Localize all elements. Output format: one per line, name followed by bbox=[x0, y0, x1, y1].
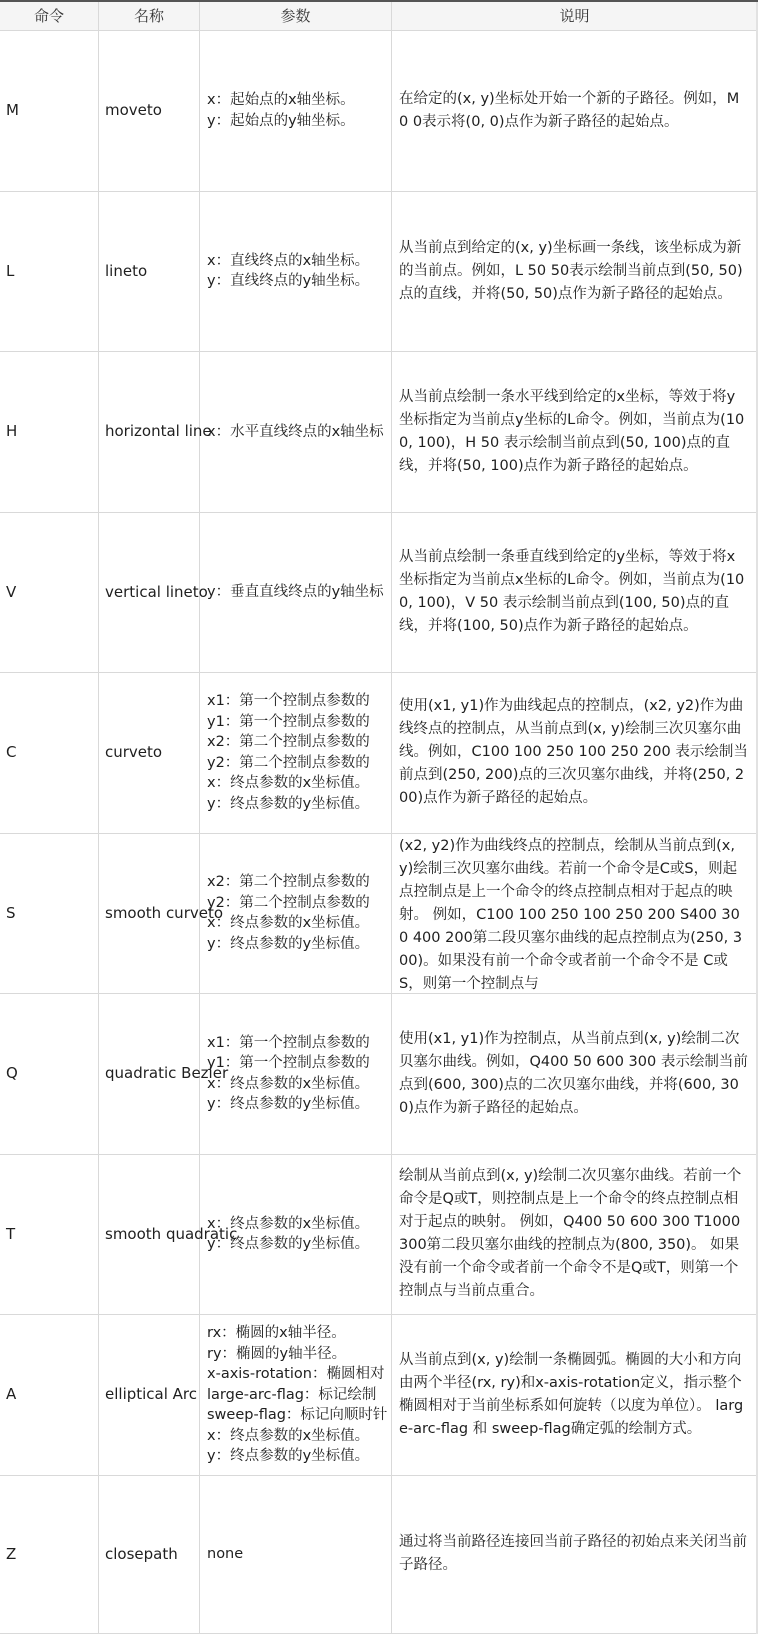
param-line: x：水平直线终点的x轴坐标 bbox=[207, 423, 384, 440]
param-line: x2：第二个控制点参数的 bbox=[207, 874, 370, 891]
description-text: 从当前点绘制一条垂直线到给定的y坐标，等效于将x坐标指定为当前点x坐标的L命令。例如，当前点为(100, 100)，V 50 表示绘制当前点到(100, 50)点的直线，并将(100, 50)点作为新子路径的起始点。 bbox=[399, 549, 745, 635]
name-cell: elliptical Arc bbox=[99, 1315, 200, 1475]
table-row bbox=[0, 192, 758, 353]
name-cell: smooth quadratic bbox=[99, 1155, 200, 1315]
description-text: 在给定的(x, y)坐标处开始一个新的子路径。例如，M 0 0表示将(0, 0)点作为新子路径的起始点。 bbox=[399, 90, 740, 130]
table-row bbox=[0, 834, 758, 995]
description-text: 使用(x1, y1)作为曲线起点的控制点，(x2, y2)作为曲线终点的控制点，从当前点到(x, y)绘制三次贝塞尔曲线。例如，C100 100 250 100 250 200 表示绘制当前点到(250, 200)点的三次贝塞尔曲线，并将(250, 200)点作为新子路径的起始点。 bbox=[399, 698, 748, 807]
param-line: y：直线终点的y轴坐标。 bbox=[207, 273, 370, 290]
params-cell bbox=[200, 352, 392, 512]
param-line: y：终点参数的y坐标值。 bbox=[207, 795, 370, 812]
param-line: x：终点参数的x坐标值。 bbox=[207, 1075, 370, 1092]
name-cell: vertical lineto bbox=[99, 513, 200, 673]
command-cell: C bbox=[0, 673, 99, 833]
params-cell bbox=[200, 31, 392, 191]
header-params: 参数 bbox=[200, 2, 392, 30]
param-line: y1：第一个控制点参数的 bbox=[207, 1055, 370, 1072]
param-line: ry：椭圆的y轴半径。 bbox=[207, 1345, 347, 1362]
command-cell: T bbox=[0, 1155, 99, 1315]
param-line: rx：椭圆的x轴半径。 bbox=[207, 1325, 346, 1341]
param-list bbox=[207, 422, 384, 443]
description-cell bbox=[392, 834, 758, 994]
params-cell bbox=[200, 1315, 392, 1475]
name-cell: lineto bbox=[99, 192, 200, 352]
param-line: y：垂直直线终点的y轴坐标 bbox=[207, 584, 384, 600]
param-list bbox=[207, 582, 384, 603]
param-line: y：终点参数的y坐标值。 bbox=[207, 1236, 370, 1253]
command-cell: H bbox=[0, 352, 99, 512]
description-cell bbox=[392, 1155, 758, 1315]
command-cell: Q bbox=[0, 994, 99, 1154]
param-line: x：终点参数的x坐标值。 bbox=[207, 775, 370, 792]
name-cell: quadratic Bezier bbox=[99, 994, 200, 1154]
description-cell bbox=[392, 673, 758, 833]
table-row bbox=[0, 1155, 758, 1316]
description-cell bbox=[392, 513, 758, 673]
description-cell bbox=[392, 192, 758, 352]
param-line: x-axis-rotation：椭圆相对 bbox=[207, 1366, 385, 1382]
param-line: x：终点参数的x坐标值。 bbox=[207, 1215, 370, 1232]
name-cell: horizontal line bbox=[99, 352, 200, 512]
table-row bbox=[0, 352, 758, 513]
description-cell bbox=[392, 1315, 758, 1475]
name-cell: moveto bbox=[99, 31, 200, 191]
name-cell: smooth curveto bbox=[99, 834, 200, 994]
param-line: x：起始点的x轴坐标。 bbox=[207, 92, 355, 109]
header-name: 名称 bbox=[99, 2, 200, 30]
table-row bbox=[0, 1315, 758, 1476]
description-text: 从当前点到给定的(x, y)坐标画一条线，该坐标成为新的当前点。例如，L 50 50表示绘制当前点到(50, 50)点的直线，并将(50, 50)点作为新子路径的起始点。 bbox=[399, 239, 743, 302]
param-line: y1：第一个控制点参数的 bbox=[207, 713, 370, 730]
param-line: sweep-flag：标记向顺时针 bbox=[207, 1407, 388, 1423]
command-cell: Z bbox=[0, 1476, 99, 1633]
param-list bbox=[207, 90, 355, 131]
command-cell: V bbox=[0, 513, 99, 673]
description-text: 从当前点到(x, y)绘制一条椭圆弧。椭圆的大小和方向由两个半径(rx, ry)和x-axis-rotation定义，指示整个椭圆相对于当前坐标系如何旋转（以度为单位）。 large-arc-flag 和 sweep-flag确定弧的绘制方式。 bbox=[399, 1351, 744, 1437]
params-cell bbox=[200, 513, 392, 673]
param-line: x1：第一个控制点参数的 bbox=[207, 1034, 370, 1051]
description-text: 从当前点绘制一条水平线到给定的x坐标，等效于将y坐标指定为当前点y坐标的L命令。例如，当前点为(100, 100)，H 50 表示绘制当前点到(50, 100)点的直线，并将(50, 100)点作为新子路径的起始点。 bbox=[399, 388, 745, 474]
param-list bbox=[207, 251, 369, 292]
param-list bbox=[207, 1323, 387, 1467]
command-cell: L bbox=[0, 192, 99, 352]
params-cell bbox=[200, 673, 392, 833]
param-list bbox=[207, 1544, 243, 1565]
param-list bbox=[207, 1214, 369, 1255]
table-row bbox=[0, 994, 758, 1155]
param-line: y：终点参数的y坐标值。 bbox=[207, 1448, 370, 1464]
param-line: x：直线终点的x轴坐标。 bbox=[207, 252, 370, 269]
param-line: y2：第二个控制点参数的 bbox=[207, 894, 370, 911]
description-text: 绘制从当前点到(x, y)绘制二次贝塞尔曲线。若前一个命令是Q或T，则控制点是上一个命令的终点控制点相对于起点的映射。 例如，Q400 50 600 300 T1000 300第二段贝塞尔曲线的控制点为(800, 350)。 如果没有前一个命令或者前一个命令不是Q或T，则第一个控制点与当前点重合。 bbox=[399, 1168, 742, 1300]
param-line: x1：第一个控制点参数的 bbox=[207, 693, 370, 710]
param-line: y：终点参数的y坐标值。 bbox=[207, 935, 370, 952]
param-line: x：终点参数的x坐标值。 bbox=[207, 1427, 370, 1444]
params-cell bbox=[200, 994, 392, 1154]
table-body bbox=[0, 31, 758, 1634]
param-list bbox=[207, 691, 370, 814]
table-row bbox=[0, 1476, 758, 1634]
params-cell bbox=[200, 1155, 392, 1315]
table-row bbox=[0, 513, 758, 674]
command-cell: M bbox=[0, 31, 99, 191]
param-list bbox=[207, 1033, 370, 1115]
table-row bbox=[0, 673, 758, 834]
command-cell: S bbox=[0, 834, 99, 994]
command-cell: A bbox=[0, 1315, 99, 1475]
name-cell: curveto bbox=[99, 673, 200, 833]
param-line: y：终点参数的y坐标值。 bbox=[207, 1096, 370, 1113]
description-text: 使用(x1, y1)作为控制点，从当前点到(x, y)绘制二次贝塞尔曲线。例如，Q400 50 600 300 表示绘制当前点到(600, 300)点的二次贝塞尔曲线，并将(600, 300)点作为新子路径的起始点。 bbox=[399, 1030, 748, 1116]
params-cell bbox=[200, 192, 392, 352]
header-command: 命令 bbox=[0, 2, 99, 30]
param-list bbox=[207, 872, 370, 954]
param-line: x2：第二个控制点参数的 bbox=[207, 734, 370, 751]
param-line: large-arc-flag：标记绘制 bbox=[207, 1386, 377, 1403]
table-header bbox=[0, 2, 758, 31]
description-cell bbox=[392, 352, 758, 512]
description-text: 通过将当前路径连接回当前子路径的初始点来关闭当前子路径。 bbox=[399, 1534, 747, 1573]
table-row bbox=[0, 31, 758, 192]
param-line: y：起始点的y轴坐标。 bbox=[207, 112, 355, 129]
description-cell bbox=[392, 31, 758, 191]
description-cell bbox=[392, 994, 758, 1154]
param-line: y2：第二个控制点参数的 bbox=[207, 754, 370, 771]
description-text: (x2, y2)作为曲线终点的控制点，绘制从当前点到(x, y)绘制三次贝塞尔曲线。若前一个命令是C或S，则起点控制点是上一个命令的终点控制点相对于起点的映射。 例如，C100 100 250 100 250 200 S400 300 400 200第二段贝塞尔曲线的起点控制点为(250, 300)。如果没有前一个命令或者前一个命令不是 C或S，则第一个控制点与 bbox=[399, 838, 743, 993]
param-line: x：终点参数的x坐标值。 bbox=[207, 915, 370, 932]
name-cell: closepath bbox=[99, 1476, 200, 1633]
params-cell bbox=[200, 1476, 392, 1633]
params-cell bbox=[200, 834, 392, 994]
header-description: 说明 bbox=[392, 2, 758, 30]
description-cell bbox=[392, 1476, 758, 1633]
param-line: none bbox=[207, 1545, 244, 1562]
